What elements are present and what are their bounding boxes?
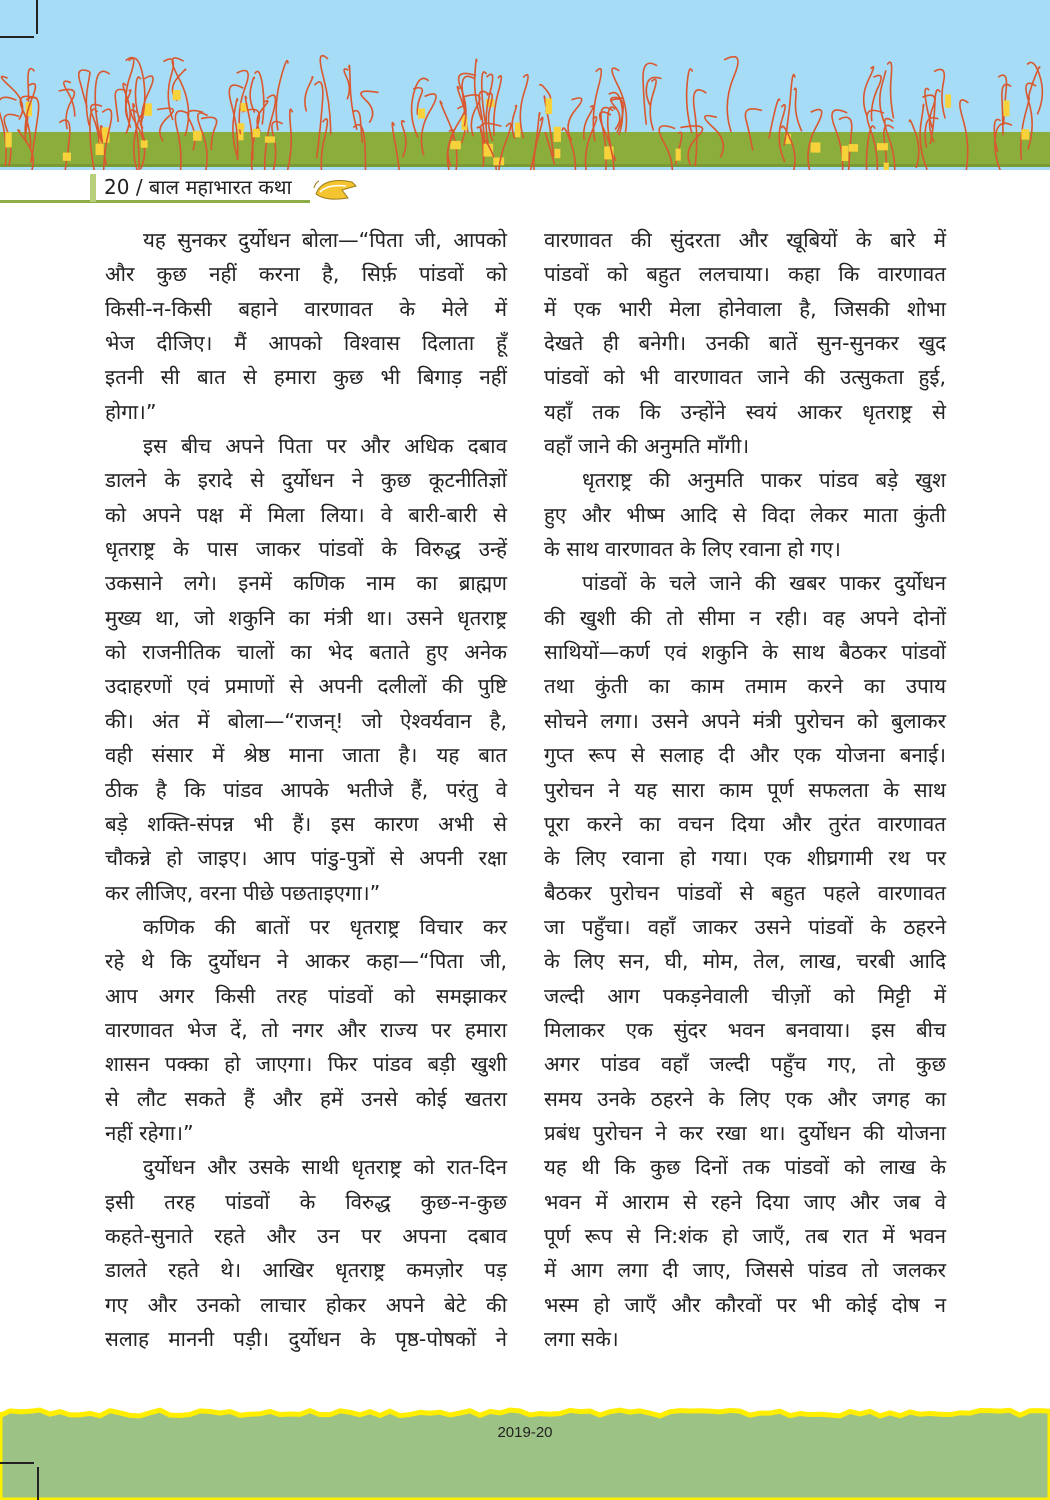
crop-mark (0, 1462, 34, 1464)
text-line: वहाँ जाने की अनुमति माँगी। (544, 434, 750, 459)
text-line: सोचने लगा। उसने अपने मंत्री पुरोचन को बुलाकर (544, 708, 946, 733)
figure-fill (842, 146, 849, 161)
text-line: धृतराष्ट्र की अनुमति पाकर पांडव बड़े खुश (582, 468, 946, 493)
book-title: बाल महाभारत कथा (148, 175, 292, 199)
figure-fill (1021, 129, 1029, 139)
figure-fill (141, 140, 148, 148)
figure-fill (450, 141, 461, 149)
text-line: डालने के इरादे से दुर्योधन ने कुछ कूटनीतिज्ञों (105, 468, 507, 493)
text-line: पूरा करने का वचन दिया और तुरंत वारणावत (544, 811, 946, 836)
text-line: मुख्य था, जो शकुनि का मंत्री था। उसने धृतराष्ट्र (105, 605, 507, 630)
text-line: भवन में आराम से रहने दिया जाए और जब वे (544, 1189, 946, 1214)
figure-fill (253, 129, 260, 138)
text-line: उदाहरणों एवं प्रमाणों से अपनी दलीलों की पुष्टि (105, 674, 507, 699)
text-line: साथियों—कर्ण एवं शकुनि के साथ बैठकर पांडवों (544, 640, 946, 665)
text-line: बैठकर पुरोचन पांडवों से बहुत पहले वारणावत (544, 880, 946, 905)
text-line: समय उनके ठहरने के लिए एक और जगह का (544, 1086, 946, 1111)
text-line: वही संसार में श्रेष्ठ माना जाता है। यह बात (105, 743, 507, 768)
text-line: अगर पांडव वहाँ जल्दी पहुँच गए, तो कुछ (544, 1052, 946, 1077)
header-rule (0, 200, 310, 203)
text-line: और कुछ नहीं करना है, सिर्फ़ पांडवों को (105, 262, 507, 287)
crop-mark (0, 36, 34, 38)
text-line: पांडवों को भी वारणावत जाने की उत्सुकता हुई, (544, 365, 946, 390)
figure-fill (811, 142, 821, 152)
figure-fill (96, 144, 104, 155)
figure-fill (265, 136, 275, 142)
figure-fill (676, 149, 681, 161)
figure-fill (877, 143, 888, 150)
text-line: पुरोचन ने यह सारा काम पूर्ण सफलता के साथ (544, 777, 946, 802)
text-line: वारणावत भेज दें, तो नगर और राज्य पर हमारा (105, 1017, 507, 1042)
figure-fill (515, 122, 520, 137)
text-column-right (544, 223, 946, 1356)
figure-fill (546, 98, 552, 113)
text-line: कहते-सुनाते रहते और उन पर अपना दबाव (105, 1223, 507, 1248)
text-line: से लौट सकते हैं और हमें उनसे कोई खतरा (105, 1086, 507, 1111)
text-line: गए और उनको लाचार होकर अपने बेटे की (105, 1292, 507, 1317)
text-line: में आग लगा दी जाए, जिससे पांडव तो जलकर (544, 1258, 946, 1283)
text-line: आप अगर किसी तरह पांडवों को समझाकर (105, 983, 507, 1008)
figure-fill (63, 153, 71, 161)
text-line: को अपने पक्ष में मिला लिया। वे बारी-बारी से (105, 502, 507, 527)
text-line: होगा।” (105, 399, 157, 424)
figure-fill (238, 129, 244, 140)
text-line: मिलाकर एक सुंदर भवन बनवाया। इस बीच (544, 1017, 946, 1042)
crop-mark (36, 0, 38, 34)
figure-fill (418, 109, 425, 119)
text-line: पूर्ण रूप से नि:शंक हो जाएँ, तब रात में भवन (544, 1223, 946, 1248)
header-accent-bar (90, 174, 96, 202)
text-line: चौकन्ने हो जाइए। आप पांडु-पुत्रों से अपनी रक्षा (105, 846, 507, 871)
text-line: देखते ही बनेगी। उनकी बातें सुन-सुनकर खुद (544, 331, 946, 356)
figure-fill (173, 90, 181, 100)
text-line: दुर्योधन और उसके साथी धृतराष्ट्र को रात-दिन (143, 1155, 507, 1180)
crop-mark (37, 1467, 39, 1500)
text-line: में एक भारी मेला होनेवाला है, जिसकी शोभा (544, 296, 946, 321)
figure-fill (493, 157, 504, 165)
text-line: यहाँ तक कि उन्होंने स्वयं आकर धृतराष्ट्र से (544, 399, 946, 424)
text-line: जल्दी आग पकड़नेवाली चीज़ों को मिट्टी में (544, 983, 946, 1008)
text-line: लगा सके। (544, 1327, 619, 1351)
figure-fill (849, 144, 858, 152)
figure-fill (5, 132, 11, 147)
text-line: वारणावत की सुंदरता और खूबियों के बारे में (544, 228, 946, 252)
text-line: ठीक है कि पांडव आपके भतीजे हैं, परंतु वे (105, 777, 507, 802)
text-line: कणिक की बातों पर धृतराष्ट्र विचार कर (143, 914, 507, 939)
text-line: के लिए सन, घी, मोम, तेल, लाख, चरबी आदि (544, 949, 946, 974)
text-line: पांडवों को बहुत ललचाया। कहा कि वारणावत (544, 262, 946, 287)
text-line: के लिए रवाना हो गया। एक शीघ्रगामी रथ पर (544, 846, 946, 871)
text-line: डालते रहते थे। आखिर धृतराष्ट्र कमज़ोर पड़ (105, 1258, 507, 1283)
text-line: हुए और भीष्म आदि से विदा लेकर माता कुंती (544, 502, 946, 527)
text-line: इस बीच अपने पिता पर और अधिक दबाव (143, 434, 507, 459)
text-line: इसी तरह पांडवों के विरुद्ध कुछ-न-कुछ (105, 1189, 507, 1214)
footer-band (0, 1400, 1050, 1500)
text-line: इतनी सी बात से हमारा कुछ भी बिगाड़ नहीं (105, 365, 507, 390)
conch-icon (312, 176, 360, 202)
text-line: भस्म हो जाएँ और कौरवों पर भी कोई दोष न (544, 1292, 946, 1317)
battle-scene-banner (0, 0, 1050, 170)
figure-fill (1003, 100, 1009, 116)
edition-year: 2019-20 (497, 1424, 553, 1441)
figure-fill (884, 163, 889, 170)
text-line: सलाह माननी पड़ी। दुर्योधन के पृष्ठ-पोषकों ने (105, 1327, 507, 1351)
text-line: की खुशी की तो सीमा न रही। वह अपने दोनों (544, 605, 946, 630)
figure-fill (554, 127, 561, 142)
text-line: के साथ वारणावत के लिए रवाना हो गए। (544, 537, 841, 562)
text-line: भेज दीजिए। मैं आपको विश्वास दिलाता हूँ (105, 331, 507, 356)
text-line: की। अंत में बोला—“राजन्! जो ऐश्वर्यवान है, (105, 708, 507, 733)
figure-fill (945, 94, 951, 107)
figure-fill (237, 123, 244, 129)
text-line: जा पहुँचा। वहाँ जाकर उसने पांडवों के ठहरने (544, 914, 946, 939)
text-line: रहे थे कि दुर्योधन ने आकर कहा—“पिता जी, (105, 949, 507, 974)
text-line: नहीं रहेगा।” (105, 1120, 194, 1145)
running-head (104, 174, 292, 200)
text-line: उकसाने लगे। इनमें कणिक नाम का ब्राह्मण (105, 571, 507, 596)
text-line: तथा कुंती का काम तमाम करने का उपाय (544, 674, 946, 699)
text-line: यह थी कि कुछ दिनों तक पांडवों को लाख के (544, 1155, 946, 1180)
text-line: कर लीजिए, वरना पीछे पछताइएगा।” (105, 880, 381, 905)
text-line: प्रबंध पुरोचन ने कर रखा था। दुर्योधन की योजना (544, 1120, 946, 1145)
text-column-left (105, 223, 507, 1356)
text-line: को राजनीतिक चालों का भेद बताते हुए अनेक (105, 640, 507, 665)
text-line: बड़े शक्ति-संपन्न भी हैं। इस कारण अभी से (105, 811, 507, 836)
separator: / (135, 175, 143, 199)
figure-fill (554, 149, 560, 158)
page-number: 20 (104, 175, 130, 199)
text-line: शासन पक्का हो जाएगा। फिर पांडव बड़ी खुशी (105, 1052, 507, 1077)
figure-fill (193, 131, 202, 141)
text-line: यह सुनकर दुर्योधन बोला—“पिता जी, आपको (143, 228, 507, 252)
text-line: किसी-न-किसी बहाने वारणावत के मेले में (105, 296, 507, 321)
text-line: धृतराष्ट्र के पास जाकर पांडवों के विरुद्ध उन्हें (105, 537, 507, 562)
text-line: गुप्त रूप से सलाह दी और एक योजना बनाई। (544, 743, 946, 768)
text-line: पांडवों के चले जाने की खबर पाकर दुर्योधन (582, 571, 946, 596)
